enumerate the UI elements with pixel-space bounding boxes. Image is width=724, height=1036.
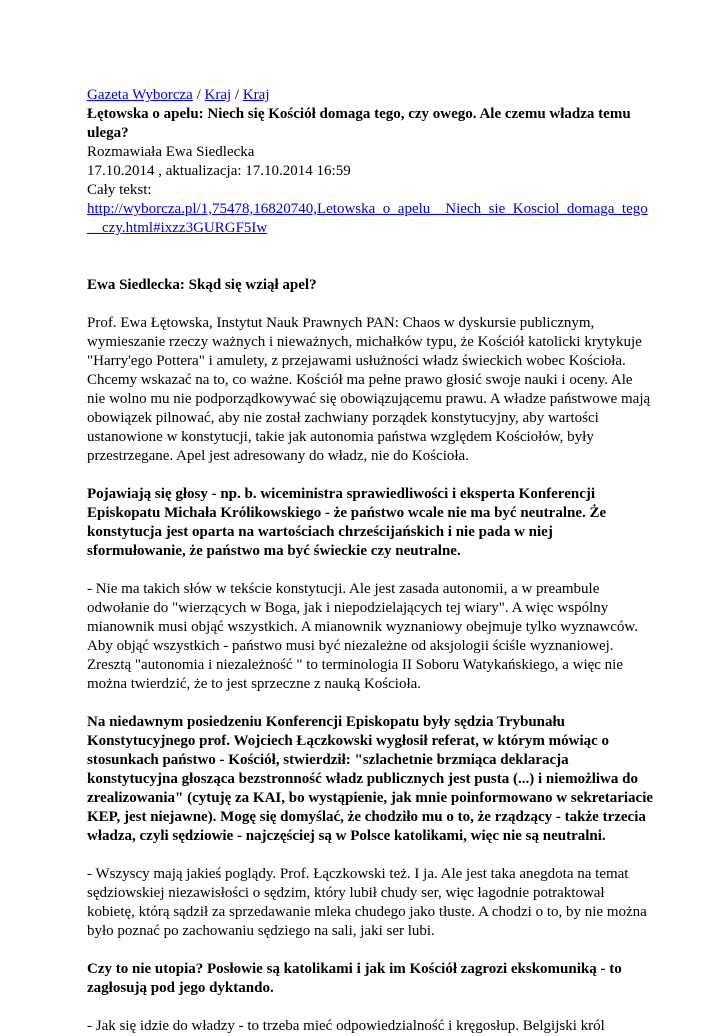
author-line: Rozmawiała Ewa Siedlecka <box>87 144 255 160</box>
text-line: nie wolno mu nie podporządkowywać się obowiązującemu prawu. A władze państwowe mają <box>87 391 651 407</box>
interview-question <box>87 713 654 846</box>
article-url-link[interactable]: http://wyborcza.pl/1,75478,16820740,Letowska_o_apelu__Niech_sie_Kosciol_domaga_tego <box>87 201 648 217</box>
breadcrumb-link-kraj[interactable]: Kraj <box>204 87 232 103</box>
text-line: "Harry'ego Pottera" i amulety, z przejawami usłużności władz świeckich wobec Kościoła. <box>87 353 626 369</box>
text-line: konstytucja jest oparta na wartościach chrześcijańskich i nie pada w niej <box>87 524 553 540</box>
text-line: było poznać po zachowaniu sędziego na sali, jaki ser lubi. <box>87 923 435 939</box>
text-line: Episkopatu Michała Królikowskiego - że państwo wcale nie ma być neutralne. Że <box>87 505 607 521</box>
text-line: Zresztą "autonomia i niezależność " to terminologia II Soboru Watykańskiego, a więc nie <box>87 657 624 673</box>
interview-question <box>87 960 647 998</box>
text-line: Pojawiają się głosy - np. b. wiceministra sprawiedliwości i eksperta Konferencji <box>87 486 596 502</box>
text-line: - Nie ma takich słów w tekście konstytucji. Ale jest zasada autonomii, a w preambule <box>87 581 600 597</box>
interview-answer <box>87 1017 647 1036</box>
interview-question <box>87 485 647 561</box>
text-line: odwołanie do "wierzących w Boga, jak i niepodzielających tej wiary". A więc wspólny <box>87 600 609 616</box>
text-line: Prof. Ewa Łętowska, Instytut Nauk Prawnych PAN: Chaos w dyskursie publicznym, <box>87 315 595 331</box>
breadcrumb-link-kraj[interactable]: Kraj <box>242 87 270 103</box>
document-page <box>87 86 654 1036</box>
text-line: mianownik musi objąć wszystkich. A mianownik wyznaniowy obejmuje tylko wyznawców. <box>87 619 639 635</box>
text-line: Na niedawnym posiedzeniu Konferencji Episkopatu były sędzia Trybunału <box>87 714 566 730</box>
article-title-line: ulega? <box>87 125 129 141</box>
text-line: ustanowione w konstytucji, takie jak autonomia państwa względem Kościołów, były <box>87 429 594 445</box>
text-line: sędziowskiej niezawisłości o sędzim, który lubił chudy ser, więc łagodnie potraktował <box>87 885 605 901</box>
breadcrumb <box>87 86 647 105</box>
text-line: zrealizowania" (cytuję za KAI, bo wystąpienie, jak mnie poinformowano w sekretariacie <box>87 790 654 806</box>
text-line: - Jak się idzie do władzy - to trzeba mieć odpowiedzialność i kręgosłup. Belgijski król <box>87 1018 605 1034</box>
full-text-label: Cały tekst: <box>87 182 152 198</box>
breadcrumb-separator: / <box>231 87 243 103</box>
text-line: obowiązek pilnować, aby nie został zachwiany porządek konstytucyjny, aby wartości <box>87 410 599 426</box>
text-line: konstytucyjna głosząca bezstronność władz publicznych jest pusta (...) i niemożliwa do <box>87 771 638 787</box>
interview-answer <box>87 314 651 466</box>
breadcrumb-separator: / <box>192 87 205 103</box>
breadcrumb-link-gazeta-wyborcza[interactable]: Gazeta Wyborcza <box>87 87 193 103</box>
text-line: można twierdzić, że to jest sprzeczne z nauką Kościoła. <box>87 676 422 692</box>
text-line: sformułowanie, że państwo ma być świeckie czy neutralne. <box>87 543 461 559</box>
text-line: KEP, jest niejawne). Mogę się domyślać, że chodziło mu o to, że rządzący - także trzecia <box>87 809 646 825</box>
interview-answer <box>87 580 647 694</box>
interview-answer <box>87 865 647 941</box>
text-line: - Wszyscy mają jakieś poglądy. Prof. Łączkowski też. I ja. Ale jest taka anegdota na temat <box>87 866 629 882</box>
text-line: władza, czyli sędziowie - najczęściej są w Polsce katolikami, więc nie są neutralni. <box>87 828 606 844</box>
text-line: Aby objąć wszystkich - państwo musi być niezależne od aksjologii ściśle wyznaniowej. <box>87 638 614 654</box>
text-line: wymieszanie rzeczy ważnych i nieważnych, michałków typu, że Kościół katolicki krytykuje <box>87 334 642 350</box>
text-line: Chcemy wskazać na to, co ważne. Kościół ma pełne prawo głosić swoje nauki i oceny. Ale <box>87 372 633 388</box>
text-line: przestrzegane. Apel jest adresowany do władz, nie do Kościoła. <box>87 448 469 464</box>
text-line: kobietę, którą sądził za sprzedawanie mleka chudego jako tłuste. A chodzi o to, by nie można <box>87 904 647 920</box>
text-line: zagłosują pod jego dyktando. <box>87 980 274 996</box>
article-url-link[interactable]: __czy.html#ixzz3GURGF5Iw <box>87 220 268 236</box>
interview-question: Ewa Siedlecka: Skąd się wziął apel? <box>87 277 317 293</box>
text-line: Konstytucyjnego prof. Wojciech Łączkowski wygłosił referat, w którym mówiąc o <box>87 733 610 749</box>
article-title-line: Łętowska o apelu: Niech się Kościół domaga tego, czy owego. Ale czemu władza temu <box>87 106 631 122</box>
date-line: 17.10.2014 , aktualizacja: 17.10.2014 16:59 <box>87 163 351 179</box>
text-line: stosunkach państwo - Kościół, stwierdził: "szlachetnie brzmiąca deklaracja <box>87 752 569 768</box>
text-line: Czy to nie utopia? Posłowie są katolikami i jak im Kościół zagrozi ekskomuniką - to <box>87 961 622 977</box>
